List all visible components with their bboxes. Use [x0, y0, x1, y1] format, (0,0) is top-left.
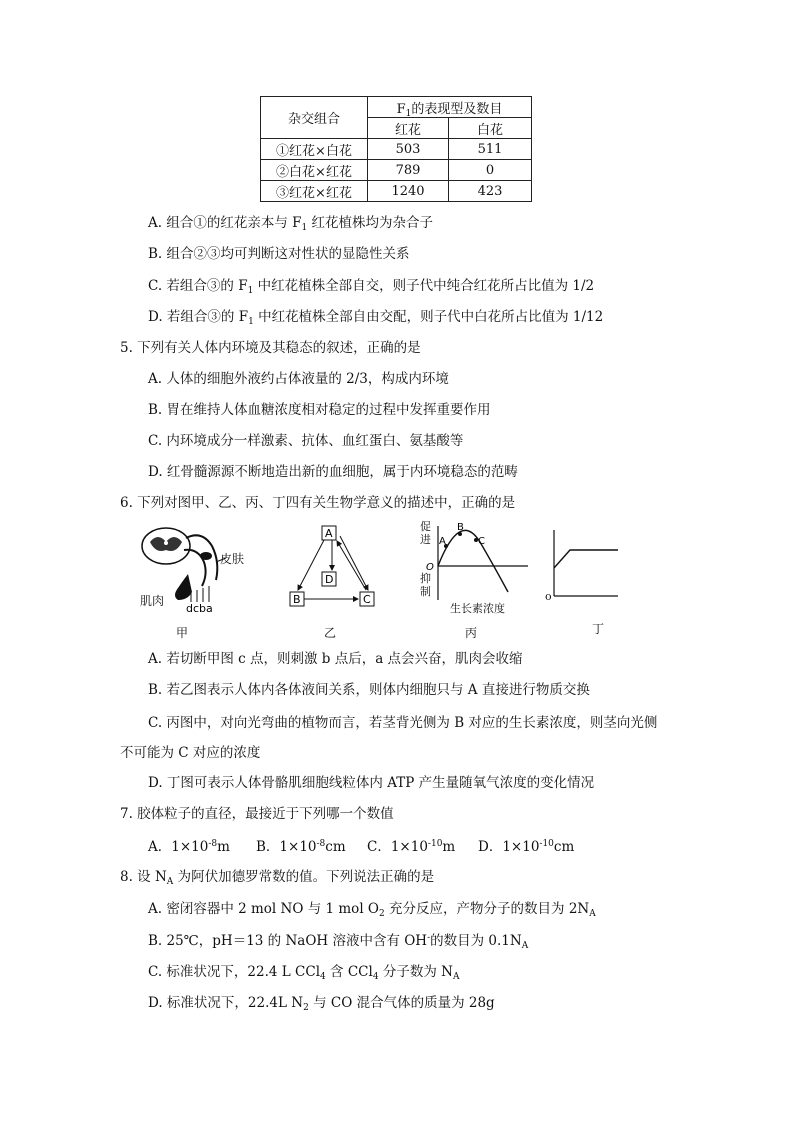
table-row: [261, 181, 532, 202]
cell-combo: ②白花×红花: [261, 160, 368, 181]
yi-node-a: A: [325, 527, 333, 540]
yi-node-c: C: [363, 593, 371, 606]
figure-ding-caption: 丁: [592, 622, 605, 636]
q4-option-d: D. 若组合③的 $F_1$ 中红花植株全部自由交配，则子代中白花所占比值为 1/12: [148, 309, 604, 327]
cell-red: 789: [368, 160, 449, 181]
yi-node-b: B: [293, 593, 301, 606]
q7-option-a: A．$1\times 10^{-8}m$: [148, 839, 230, 855]
header-white: 白花: [449, 118, 532, 139]
table-row: [261, 160, 532, 181]
cell-combo: ①红花×白花: [261, 139, 368, 160]
bing-origin: O: [426, 562, 434, 573]
q8-option-d: D. 标准状况下，22.4L $N_2$ 与 CO 混合气体的质量为 28g: [148, 995, 495, 1013]
q5-stem: 5. 下列有关人体内环境及其稳态的叙述，正确的是: [120, 340, 421, 356]
q6-stem: 6. 下列对图甲、乙、丙、丁四有关生物学意义的描述中，正确的是: [120, 495, 516, 511]
bing-inhibit-label: 抑制: [420, 572, 431, 598]
q5-option-c: C. 内环境成分一样激素、抗体、血红蛋白、氨基酸等: [148, 433, 464, 449]
q8-option-c: C. 标准状况下，22.4 L CCl$_4$ 含 CCl$_4$ 分子数为 $N_A$: [148, 964, 460, 982]
jia-muscle-label: 肌肉: [140, 594, 165, 608]
q5-option-b: B. 胃在维持人体血糖浓度相对稳定的过程中发挥重要作用: [148, 402, 491, 418]
cell-red: 503: [368, 139, 449, 160]
q8-option-a: A. 密闭容器中 2 mol NO 与 1 mol $O_2$ 充分反应，产物分子的数目为 $2N_A$: [148, 901, 596, 919]
ding-origin: o: [545, 590, 552, 603]
q7-stem: 7. 胶体粒子的直径，最接近于下列哪一个数值: [120, 806, 394, 822]
cell-white: 423: [449, 181, 532, 202]
bing-promote-label: 促进: [420, 520, 431, 546]
cell-white: 511: [449, 139, 532, 160]
cell-red: 1240: [368, 181, 449, 202]
q5-option-d: D. 红骨髓源源不断地造出新的血细胞，属于内环境稳态的范畴: [148, 464, 518, 480]
q8-option-b: B. 25℃，pH＝13 的 NaOH 溶液中含有 OH-的数目为 $0.1N_A$: [148, 933, 529, 951]
figure-yi-caption: 乙: [324, 626, 337, 640]
figure-bing-auxin-curve: [420, 520, 532, 612]
q6-option-a: A. 若切断甲图 c 点，则刺激 b 点后，a 点会兴奋，肌肉会收缩: [148, 651, 523, 667]
header-combo: 杂交组合: [261, 97, 368, 139]
q5-option-a: A. 人体的细胞外液约占体液量的 2/3，构成内环境: [148, 371, 449, 387]
figure-jia-caption: 甲: [176, 626, 189, 640]
figure-bing-caption: 丙: [465, 626, 478, 640]
table-row: [261, 139, 532, 160]
figure-yi-fluid-diagram: [282, 522, 382, 610]
cell-combo: ③红花×红花: [261, 181, 368, 202]
yi-node-d: D: [325, 573, 334, 586]
bing-point-c: C: [478, 536, 485, 547]
q8-stem: 8. 设 $N_A$ 为阿伏加德罗常数的值。下列说法正确的是: [120, 869, 435, 887]
figure-ding-curve: [542, 526, 622, 602]
header-f1: $F_1$的表现型及数目: [368, 97, 532, 118]
q4-option-c: C. 若组合③的 $F_1$ 中红花植株全部自交，则子代中纯合红花所占比值为 1/2: [148, 278, 595, 296]
q6-option-c-line2: 不可能为 C 对应的浓度: [120, 745, 261, 761]
q7-option-c: C．$1\times 10^{-10}m$: [367, 839, 456, 855]
bing-xaxis-label: 生长素浓度: [450, 602, 505, 615]
header-red: 红花: [368, 118, 449, 139]
bing-point-b: B: [457, 522, 464, 533]
q4-option-b: B. 组合②③均可判断这对性状的显隐性关系: [148, 246, 410, 262]
q6-option-c-line1: C. 丙图中，对向光弯曲的植物而言，若茎背光侧为 B 对应的生长素浓度，则茎向光侧: [148, 715, 658, 731]
bing-point-a: A: [439, 536, 446, 547]
cell-white: 0: [449, 160, 532, 181]
q7-option-b: B．$1\times 10^{-8}cm$: [256, 839, 346, 855]
cross-table: [260, 96, 532, 202]
q4-option-a: A. 组合①的红花亲本与 $F_1$ 红花植株均为杂合子: [148, 215, 434, 233]
q7-option-d: D．$1\times 10^{-10}cm$: [478, 839, 575, 855]
jia-skin-label: 皮肤: [220, 552, 245, 566]
q6-option-d: D. 丁图可表示人体骨骼肌细胞线粒体内 ATP 产生量随氧气浓度的变化情况: [148, 775, 595, 791]
jia-points-label: dcba: [186, 602, 213, 614]
q6-option-b: B. 若乙图表示人体内各体液间关系，则体内细胞只与 A 直接进行物质交换: [148, 682, 590, 698]
